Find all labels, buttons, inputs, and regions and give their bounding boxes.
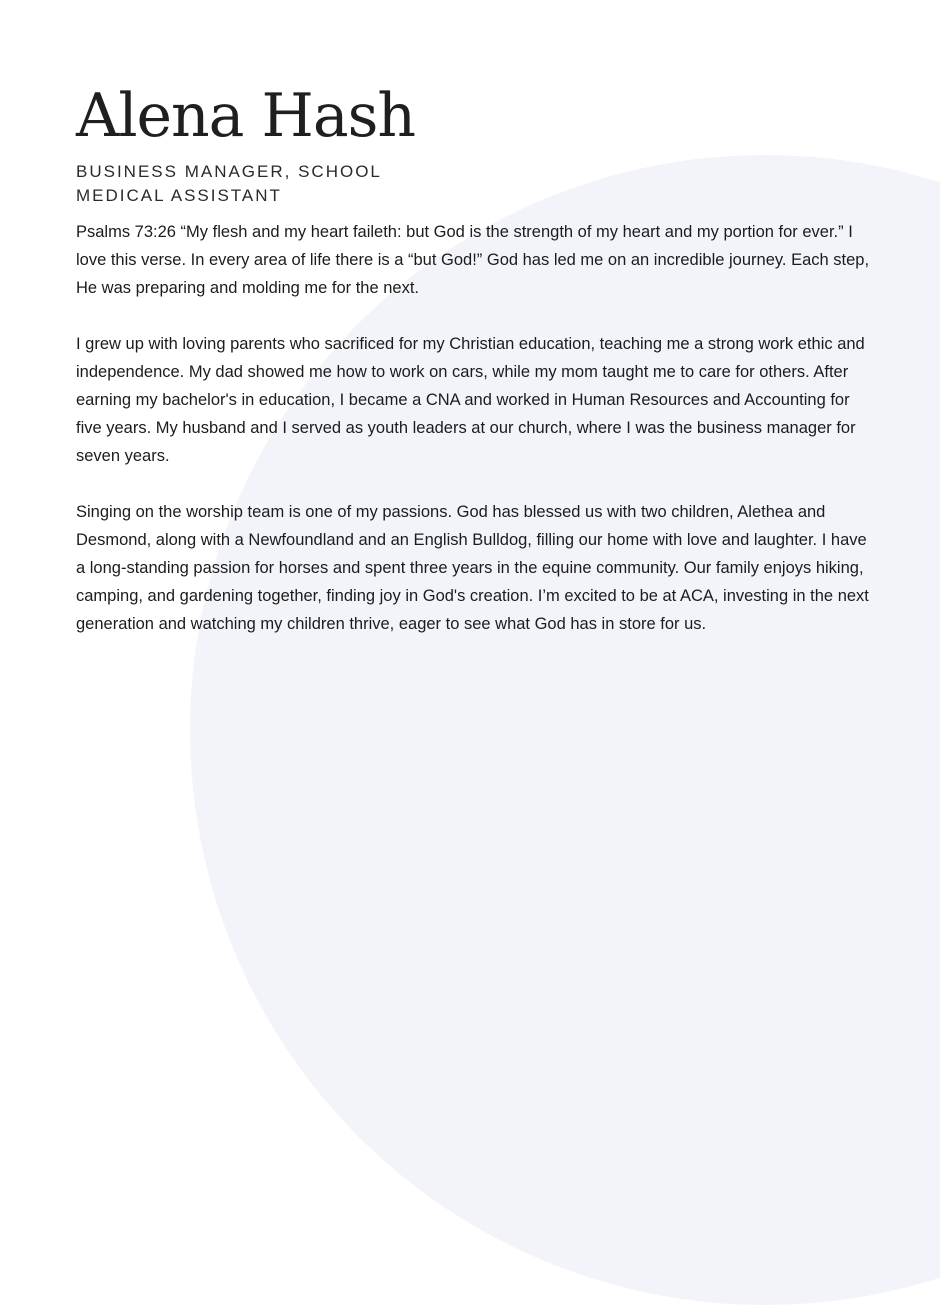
bio-paragraph-1: Psalms 73:26 “My flesh and my heart faileth: but God is the strength of my heart and my portion for ever.” I love this verse. In every area of life there is a “but God!” God has led me on an incredible journey. Each step, He was preparing and molding me for the next. bbox=[76, 223, 870, 297]
profile-card bbox=[76, 80, 876, 666]
job-title-line-2: MEDICAL ASSISTANT bbox=[76, 186, 282, 205]
person-name: Alena Hash bbox=[76, 81, 416, 151]
biography bbox=[76, 218, 876, 638]
bio-paragraph-3: Singing on the worship team is one of my passions. God has blessed us with two children, Alethea and Desmond, along with a Newfoundland and an English Bulldog, filling our home with love and laughter. I have a long-standing passion for horses and spent three years in the equine community. Our family enjoys hiking, camping, and gardening together, finding joy in God's creation. I’m excited to be at ACA, investing in the next generation and watching my children thrive, eager to see what God has in store for us. bbox=[76, 503, 869, 633]
job-title-line-1: BUSINESS MANAGER, SCHOOL bbox=[76, 162, 382, 181]
job-title bbox=[76, 160, 876, 208]
bio-paragraph-2: I grew up with loving parents who sacrificed for my Christian education, teaching me a strong work ethic and independence. My dad showed me how to work on cars, while my mom taught me to care for others. After earning my bachelor's in education, I became a CNA and worked in Human Resources and Accounting for five years. My husband and I served as youth leaders at our church, where I was the business manager for seven years. bbox=[76, 335, 865, 465]
